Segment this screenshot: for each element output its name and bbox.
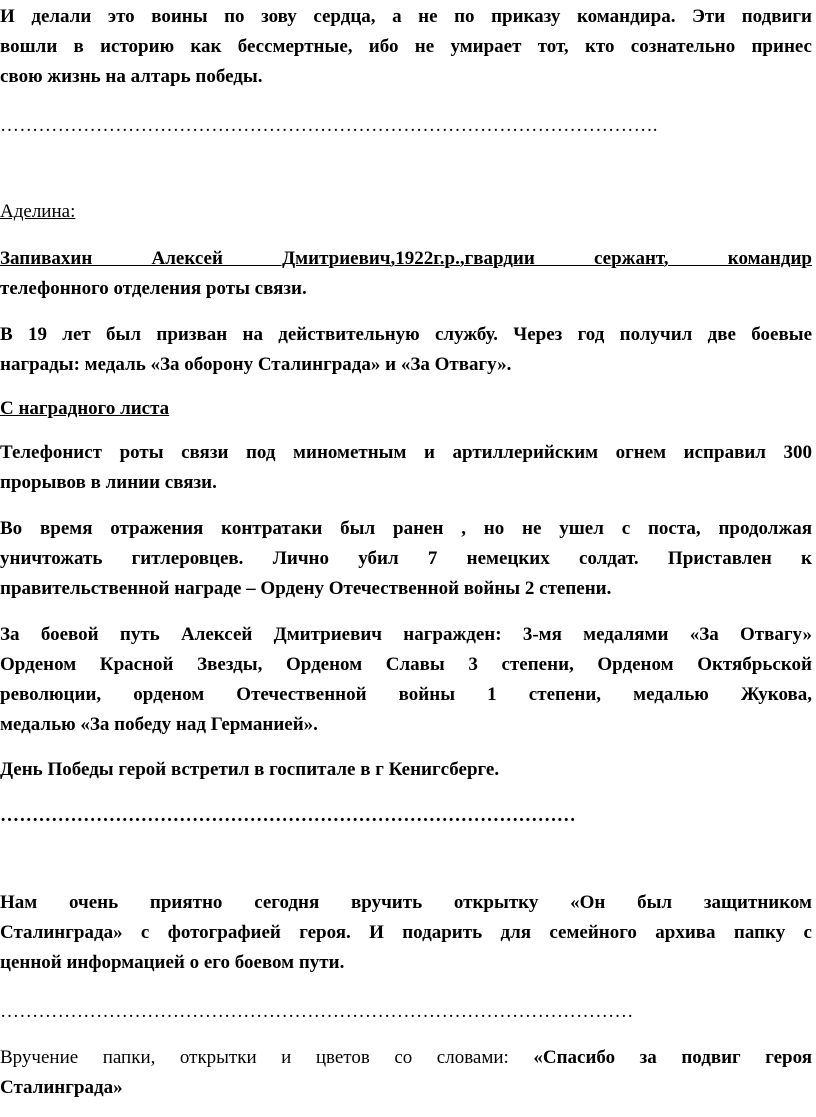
hero-line-1 bbox=[0, 244, 812, 274]
intro-line-2: вошли в историю как бессмертные, ибо не умирает тот, кто сознательно принес bbox=[0, 36, 812, 57]
closing-line-1 bbox=[0, 1043, 812, 1073]
separator-dots-2: ……………………………………………………………………………… bbox=[0, 805, 576, 826]
separator-dots: …………………………………………………………………………………………. bbox=[0, 115, 658, 136]
gift-line-3: ценной информацией о его боевом пути. bbox=[0, 952, 345, 973]
award-text1-line-1: Телефонист роты связи под минометным и артиллерийским огнем исправил 300 bbox=[0, 442, 812, 463]
awards-line-1: За боевой путь Алексей Дмитриевич награжден: 3-мя медалями «За Отвагу» bbox=[0, 624, 812, 645]
award-text2-line-1: Во время отражения контратаки был ранен , но не ушел с поста, продолжая bbox=[0, 518, 812, 539]
award-text2-line-2: уничтожать гитлеровцев. Лично убил 7 немецких солдат. Приставлен к bbox=[0, 548, 812, 569]
awards-line-3: революции, орденом Отечественной войны 1 степени, медалью Жукова, bbox=[0, 684, 812, 705]
award-heading-text: С наградного листа bbox=[0, 398, 170, 419]
speaker-name: Аделина: bbox=[0, 201, 76, 222]
separator-dots-3: ……………………………………………………………………………………… bbox=[0, 1001, 634, 1022]
closing-plain: Вручение папки, открытки и цветов со словами: bbox=[0, 1047, 534, 1068]
gift-line-2: Сталинграда» с фотографией героя. И подарить для семейного архива папку с bbox=[0, 922, 812, 943]
gift-line-1: Нам очень приятно сегодня вручить открытку «Он был защитником bbox=[0, 892, 812, 913]
service-line-2: награды: медаль «За оборону Сталинграда» и «За Отвагу». bbox=[0, 354, 512, 375]
intro-line-3: свою жизнь на алтарь победы. bbox=[0, 66, 263, 87]
award-text1-line-2: прорывов в линии связи. bbox=[0, 472, 217, 493]
closing-line-2: Сталинграда» bbox=[0, 1077, 123, 1098]
closing-quote: «Спасибо за подвиг героя bbox=[533, 1047, 812, 1068]
award-heading bbox=[0, 394, 812, 424]
speaker-label bbox=[0, 197, 812, 227]
award-text2-line-3: правительственной награде – Ордену Отечественной войны 2 степени. bbox=[0, 578, 612, 599]
victory-day: День Победы герой встретил в госпитале в г Кенигсберге. bbox=[0, 759, 500, 780]
hero-line-2: телефонного отделения роты связи. bbox=[0, 278, 307, 299]
intro-line-1: И делали это воины по зову сердца, а не по приказу командира. Эти подвиги bbox=[0, 6, 812, 27]
service-line-1: В 19 лет был призван на действительную службу. Через год получил две боевые bbox=[0, 324, 812, 345]
awards-line-2: Орденом Красной Звезды, Орденом Славы 3 степени, Орденом Октябрьской bbox=[0, 654, 812, 675]
awards-line-4: медалью «За победу над Германией». bbox=[0, 714, 318, 735]
hero-text: Запивахин Алексей Дмитриевич,1922г.р.,гвардии сержант, командир bbox=[0, 248, 812, 269]
